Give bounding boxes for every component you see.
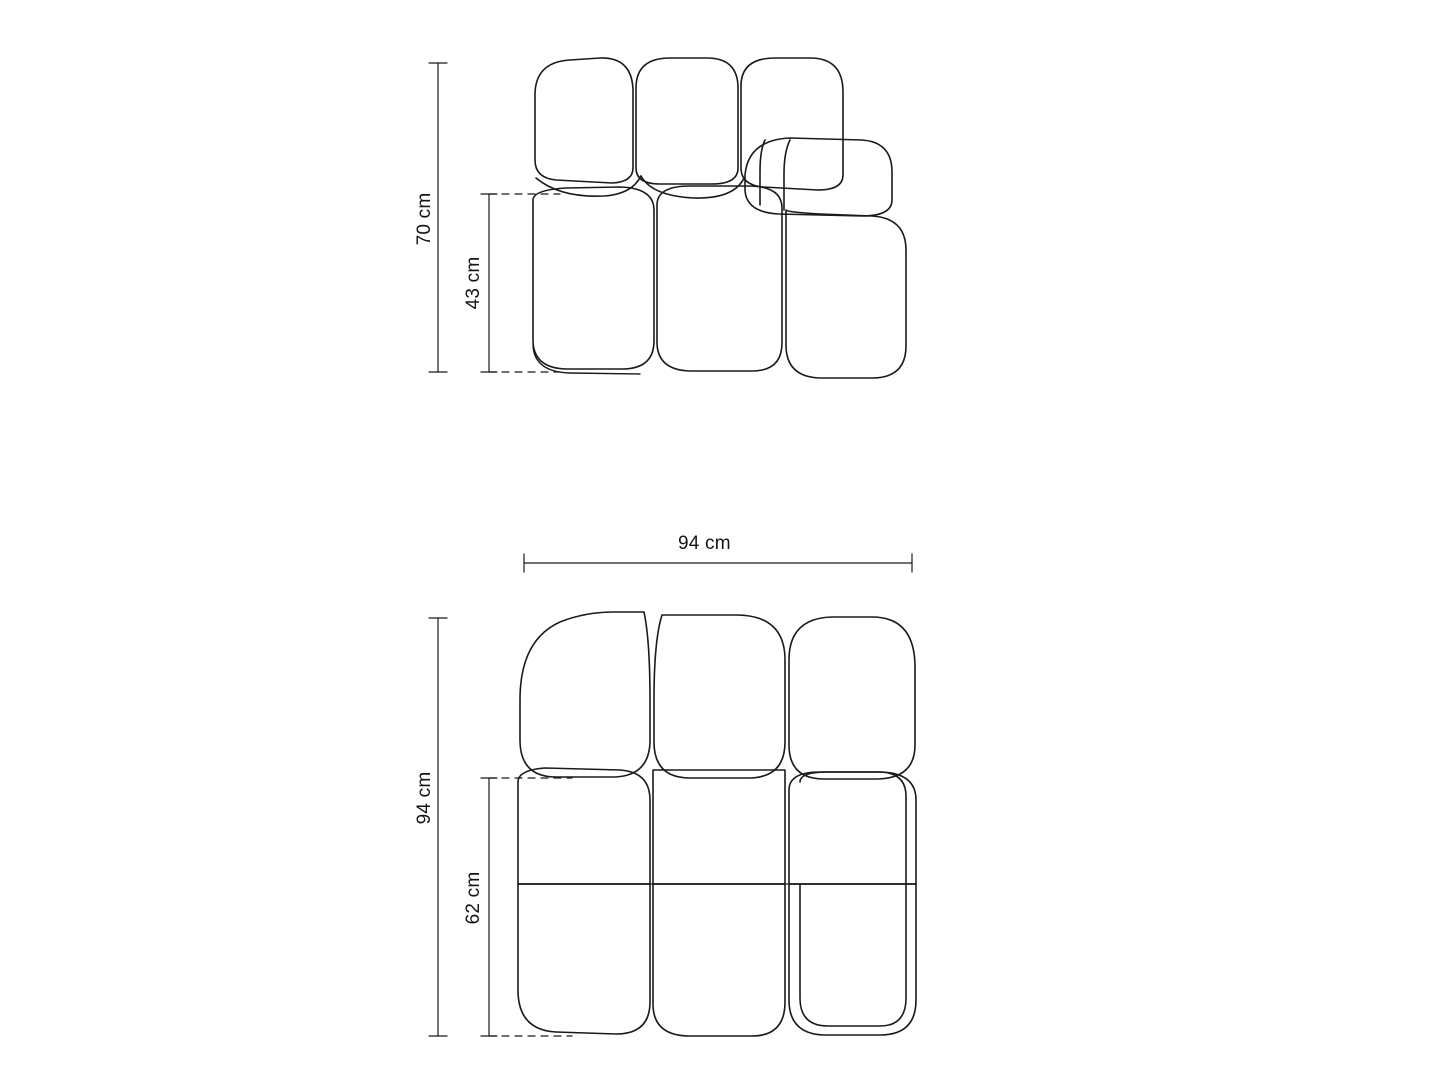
top-view-group — [429, 554, 916, 1036]
armrest-body — [786, 210, 906, 378]
backrest-cushion-middle — [636, 58, 738, 184]
armrest-inner-crease-2 — [784, 140, 790, 210]
backrest-cushion-right — [741, 58, 843, 190]
dimension-label-width-total: 94 cm — [678, 533, 731, 554]
armrest-top-roll — [745, 138, 892, 216]
seat-cushion-middle — [657, 186, 782, 371]
dimension-label-height-seat: 43 cm — [463, 256, 484, 310]
top-seat-middle-lower — [653, 884, 785, 1036]
perspective-view-group — [429, 58, 906, 378]
top-seat-right-lower-inner-crease — [800, 884, 906, 1026]
seat-backrest-junction-middle — [641, 176, 744, 198]
seat-cushion-left — [533, 187, 654, 369]
dimension-label-height-total: 70 cm — [414, 192, 435, 246]
top-seat-left-upper — [518, 768, 650, 884]
top-seat-middle-upper — [653, 770, 785, 884]
dimension-label-depth-seat: 62 cm — [463, 871, 484, 925]
perspective-dimension-lines — [429, 63, 560, 372]
top-back-cushion-middle — [654, 615, 785, 778]
dimension-label-depth-total: 94 cm — [414, 771, 435, 825]
top-seat-right-lower — [789, 884, 916, 1035]
armrest-inner-crease-1 — [760, 140, 765, 205]
top-seat-right-upper — [789, 772, 916, 884]
top-back-cushion-left — [520, 612, 650, 777]
backrest-cushion-left — [535, 58, 633, 183]
top-seat-right-inner-crease — [800, 772, 906, 884]
top-back-cushion-right — [789, 617, 915, 779]
top-seat-left-lower — [518, 884, 650, 1034]
top-view-dimension-lines — [429, 554, 912, 1036]
